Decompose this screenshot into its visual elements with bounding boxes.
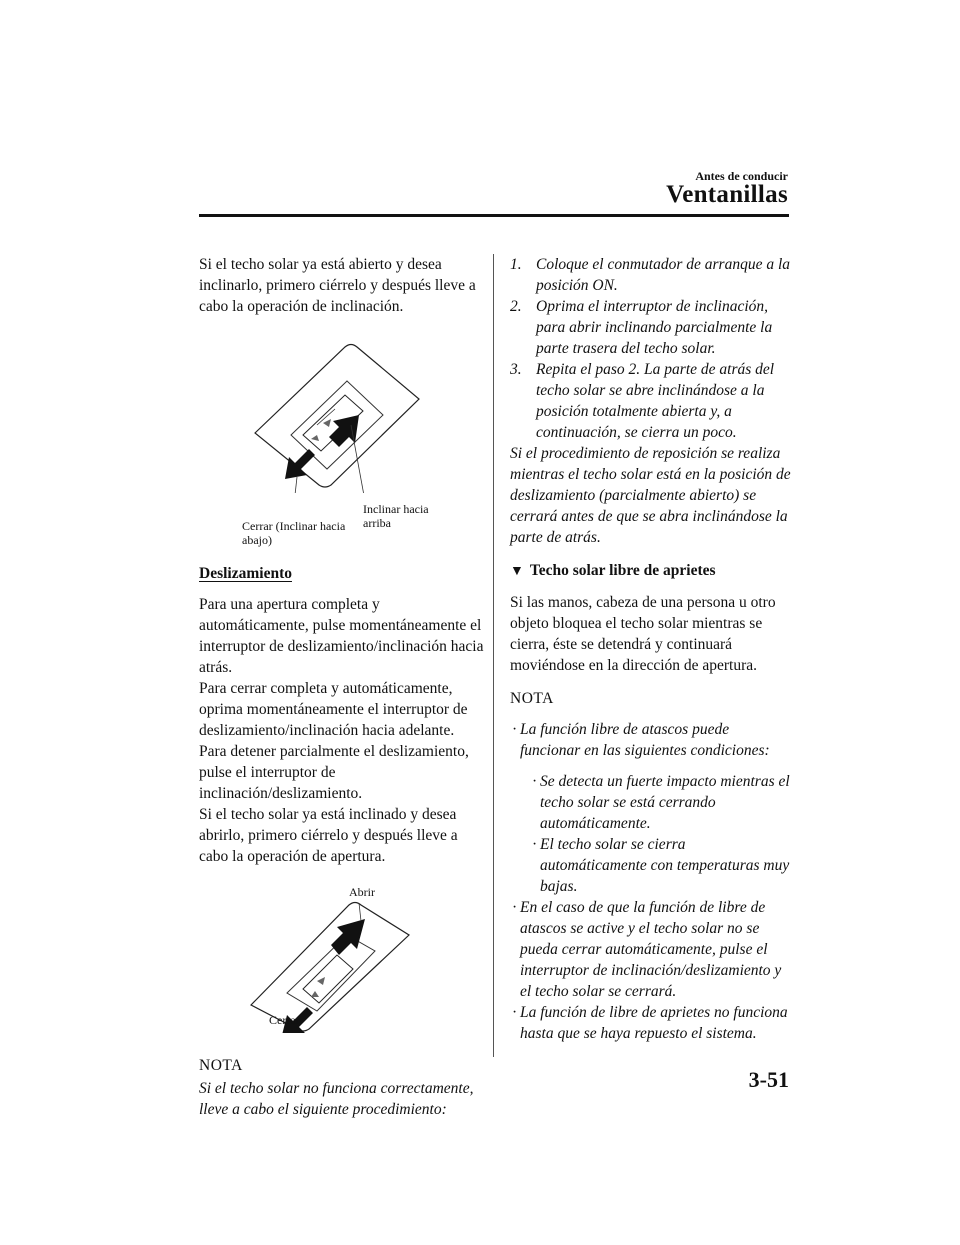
section-label: Antes de conducir [695, 169, 788, 183]
tilt-switch-illustration [199, 317, 485, 493]
step-item: 1. Coloque el conmutador de arranque a la posición ON. [510, 256, 791, 294]
sliding-heading: Deslizamiento [199, 565, 292, 582]
note-bullets [510, 719, 792, 1044]
sliding-paragraph-3: Para detener parcialmente el deslizamiento, pulse el interruptor de inclinación/deslizamiento. [199, 743, 469, 802]
triangle-down-icon: ▼ [510, 564, 524, 579]
page-number: 3-51 [748, 1067, 789, 1092]
antipinch-heading: ▼ Techo solar libre de aprietes [510, 562, 716, 579]
list-item: · La función de libre de aprietes no funciona hasta que se haya repuesto el sistema. [512, 1004, 788, 1042]
list-item: · Se detecta un fuerte impacto mientras el techo solar se está cerrando automáticamente. [532, 773, 790, 832]
sliding-paragraph-2: Para cerrar completa y automáticamente, oprima momentáneamente el interruptor de deslizamiento/inclinación hacia adelante. [199, 680, 468, 739]
sliding-paragraph-4: Si el techo solar ya está inclinado y desea abrirlo, primero ciérrelo y después lleve a cabo la operación de apertura. [199, 806, 458, 865]
step-item: 2. Oprima el interruptor de inclinación, para abrir inclinando parcialmente la parte trasera del techo solar. [510, 298, 773, 357]
slide-switch-illustration [199, 873, 485, 1033]
left-column [199, 254, 485, 1120]
note-label: NOTA [199, 1057, 243, 1074]
label-close-tilt-down: Cerrar (Inclinar hacia abajo) [242, 519, 346, 547]
reset-note: Si el procedimiento de reposición se realiza mientras el techo solar está en la posición de deslizamiento (parcialmente abierto) se cerrará antes de que se abra inclinándose la parte de atrás. [510, 445, 791, 546]
label-tilt-up: Inclinar hacia arriba [363, 502, 429, 530]
antipinch-paragraph: Si las manos, cabeza de una persona u otro objeto bloquea el techo solar mientras se cierra, éste se detendrá y continuará moviéndose en la dirección de apertura. [510, 594, 776, 674]
label-close: Cerrar [269, 1013, 300, 1027]
list-item: · La función libre de atascos puede funcionar en las siguientes condiciones: [512, 721, 770, 759]
tilt-switch-figure [199, 317, 485, 547]
list-item: · El techo solar se cierra automáticamente con temperaturas muy bajas. [532, 836, 790, 895]
column-divider [493, 254, 494, 1057]
list-item: · En el caso de que la función de libre de atascos se active y el techo solar no se pueda cerrar automáticamente, pulse el interruptor de inclinación/deslizamiento y el techo solar se cerrará. [512, 899, 782, 1000]
reset-steps [510, 254, 792, 443]
sliding-paragraph-1: Para una apertura completa y automáticamente, pulse momentáneamente el interruptor de deslizamiento/inclinación hacia atrás. [199, 596, 484, 676]
step-item: 3. Repita el paso 2. La parte de atrás del techo solar se abre inclinándose a la posición totalmente abierta y, a continuación, se cierra un poco. [510, 361, 775, 441]
label-open: Abrir [349, 885, 375, 899]
intro-paragraph: Si el techo solar ya está abierto y desea inclinarlo, primero ciérrelo y después lleve a cabo la operación de inclinación. [199, 256, 476, 315]
note-label: NOTA [510, 690, 554, 707]
page-title: Ventanillas [666, 181, 788, 208]
slide-switch-figure [199, 873, 485, 1033]
header-rule [199, 214, 789, 217]
note-text: Si el techo solar no funciona correctamente, lleve a cabo el siguiente procedimiento: [199, 1080, 474, 1118]
right-column [510, 254, 792, 1044]
